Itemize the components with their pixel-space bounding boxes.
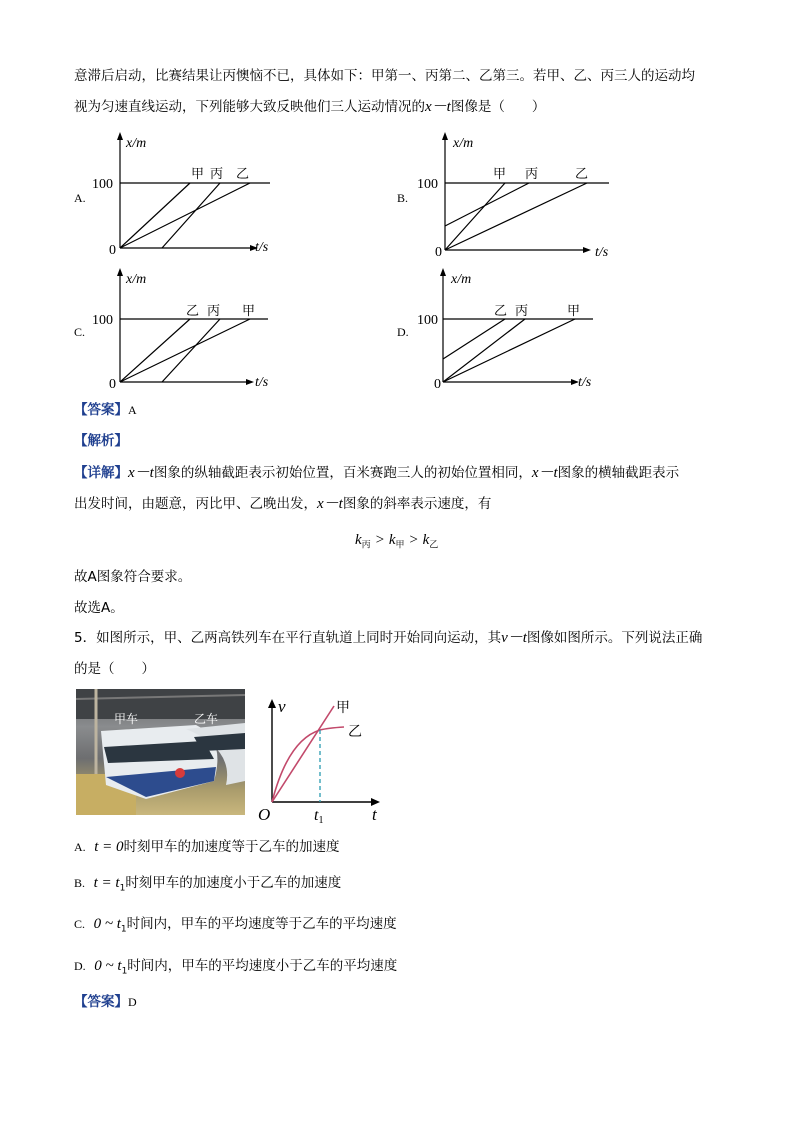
option-letter: B. [74,876,86,890]
sub-yi: 乙 [429,540,439,551]
option-math: t = t [93,875,120,891]
curve-yi [272,727,344,802]
detail-text: 图象的斜率表示速度，有 [342,496,492,512]
q4-conclusion2: 故选A。 [74,600,124,616]
y-axis-label: x/m [453,136,474,151]
k-symbol: k [355,532,362,548]
label-bing: 丙 [210,167,224,182]
x-axis-label: t/s [255,240,269,255]
q5-option-d [74,956,397,982]
train-photo [76,689,245,815]
option-letter: D. [74,959,86,973]
label-yi: 乙 [348,724,362,740]
option-math: 0 ~ t [94,958,122,974]
label-yi: 乙 [575,167,589,182]
q5-answer [74,992,137,1012]
q5-option-a [74,837,340,857]
label-jia: 甲 [242,304,256,319]
y-axis-label: x/m [126,136,147,151]
q5-option-c [74,914,397,940]
option-text: 时间内，甲车的平均速度小于乙车的平均速度 [127,958,398,974]
label-jia: 甲 [493,167,507,182]
q4-detail-line1 [74,463,679,483]
k-symbol: k [422,532,430,548]
graph-b [397,130,627,264]
origin-o: O [258,805,271,824]
gt-symbol: > [374,532,385,548]
q4-answer [74,400,137,420]
option-letter: C. [74,917,86,931]
detail-text: 出发时间，由题意，丙比甲、乙晚出发， [74,496,317,512]
answer-value: A [128,403,137,417]
vt-graph [258,692,388,828]
line-jia [272,706,334,802]
q4-stem-line2 [74,97,545,117]
option-sub: 1 [119,883,126,894]
option-c-label: C. [74,325,86,339]
origin-label: 0 [435,245,442,260]
label-jia: 甲 [336,700,350,716]
answer-tag: 【答案】 [74,402,128,418]
origin-label: 0 [109,377,116,392]
origin-label: 0 [434,377,441,392]
q4-stem-line1: 意滞后启动，比赛结果让丙懊恼不已，具体如下：甲第一、丙第二、乙第三。若甲、乙、丙三人的运动均 [74,68,695,84]
label-yi: 乙 [186,304,200,319]
tick-100: 100 [417,177,438,192]
detail-text: 图象的横轴截距表示 [557,465,680,481]
label-jia: 甲 [191,167,205,182]
label-bing: 丙 [525,167,539,182]
label-bing: 丙 [207,304,221,319]
option-math: 0 ~ t [93,916,121,932]
detail-text: 图象的纵轴截距表示初始位置，百米赛跑三人的初始位置相同， [153,465,532,481]
t1-sub: 1 [318,815,324,824]
y-axis-label: x/m [126,272,147,287]
slope-formula [355,530,438,556]
answer-tag: 【答案】 [74,994,128,1010]
car2-label: 乙车 [194,712,219,726]
answer-value: D [128,995,137,1009]
option-text: 时刻甲车的加速度小于乙车的加速度 [125,875,342,891]
t-axis-label: t [372,805,377,824]
sub-jia: 甲 [395,540,405,551]
option-a-label: A. [74,191,86,205]
xt-symbol: x－t [128,465,154,481]
q4-stem-pre: 视为匀速直线运动，下列能够大致反映他们三人运动情况的 [74,99,425,115]
q5-option-b [74,873,341,899]
q5-stem-line2: 的是（ ） [74,661,155,677]
detail-tag: 【详解】 [74,465,128,481]
option-letter: A. [74,840,86,854]
k-symbol: k [388,532,396,548]
option-b-label: B. [397,191,409,205]
sub-bing: 丙 [361,540,371,551]
graph-a [74,130,294,264]
label-bing: 丙 [515,304,529,319]
tick-100: 100 [417,313,438,328]
xt-symbol: x－t [317,496,343,512]
t1-t: t [314,807,319,824]
q4-analysis-tag [74,431,128,451]
origin-label: 0 [109,243,116,258]
q5-stem-post: 图像如图所示。下列说法正确 [526,630,703,646]
x-axis-label: t/s [595,245,609,260]
analysis-tag: 【解析】 [74,433,128,449]
xt-symbol: x－t [531,465,558,481]
q4-conclusion1: 故A图象符合要求。 [74,569,192,585]
q5-stem-pre: 5．如图所示，甲、乙两高铁列车在平行直轨道上同时开始同向运动，其 [74,630,502,646]
option-sub: 1 [120,924,127,935]
y-axis-label: x/m [451,272,472,287]
option-sub: 1 [121,966,128,977]
label-jia: 甲 [567,304,581,319]
label-yi: 乙 [494,304,508,319]
graph-d [397,266,617,400]
v-axis-label: v [278,697,286,716]
tick-100: 100 [92,177,113,192]
graph-c [74,266,294,400]
option-text: 时刻甲车的加速度等于乙车的加速度 [123,839,340,855]
q4-detail-line2 [74,494,491,514]
x-axis-label: t/s [578,375,592,390]
label-yi: 乙 [236,167,250,182]
option-math: t = 0 [94,839,124,855]
xt-symbol: x－t [425,99,451,115]
q4-stem-post: 图像是（ ） [450,99,546,115]
option-text: 时间内，甲车的平均速度等于乙车的平均速度 [126,916,397,932]
option-d-label: D. [397,325,409,339]
x-axis-label: t/s [255,375,269,390]
q5-stem-line1 [74,628,702,648]
t1-label [314,807,323,824]
gt-symbol: > [408,532,419,548]
tick-100: 100 [92,313,113,328]
car1-label: 甲车 [114,712,139,726]
vt-symbol: v－t [501,630,527,646]
